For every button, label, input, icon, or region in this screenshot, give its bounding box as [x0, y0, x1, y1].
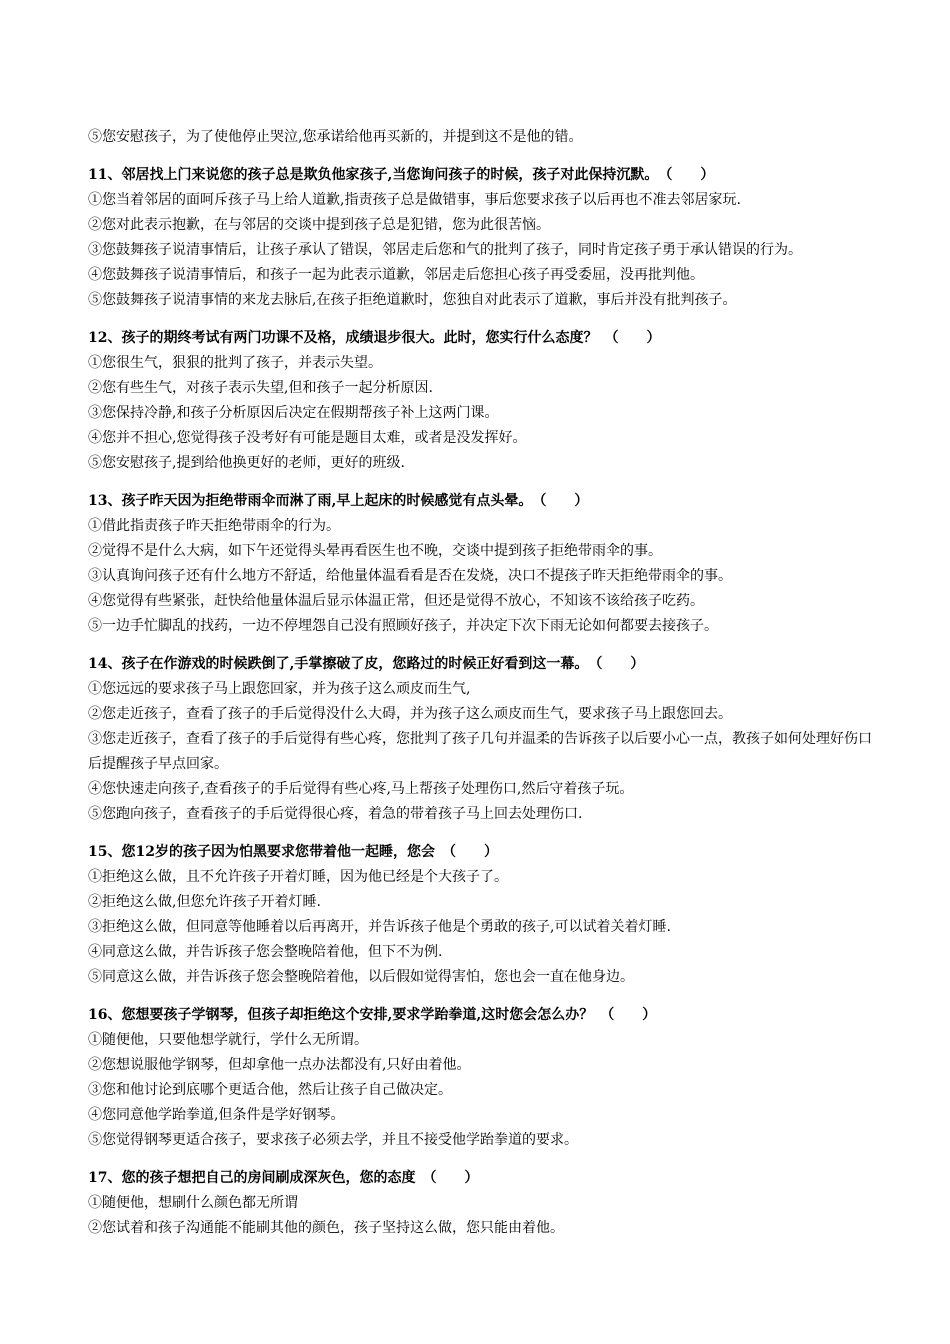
option: ①拒绝这么做，且不允许孩子开着灯睡，因为他已经是个大孩子了。	[88, 869, 508, 885]
option: ②您想说服他学钢琴，但却拿他一点办法都没有,只好由着他。	[88, 1057, 471, 1073]
option: ②拒绝这么做,但您允许孩子开着灯睡.	[88, 894, 321, 910]
option: ⑤您安慰孩子,提到给他换更好的老师，更好的班级.	[88, 455, 405, 471]
option: ③您鼓舞孩子说清事情后，让孩子承认了错误，邻居走后您和气的批判了孩子，同时肯定孩子勇于承认错误的行为。	[88, 242, 802, 258]
previous-question-option-5: ⑤您安慰孩子，为了使他停止哭泣,您承诺给他再买新的，并提到这不是他的错。	[88, 129, 583, 145]
question-title: 13、孩子昨天因为拒绝带雨伞而淋了雨,早上起床的时候感觉有点头晕。 （ ）	[88, 493, 589, 509]
question-17	[88, 1166, 880, 1241]
option: ④您觉得有些紧张，赶快给他量体温后显示体温正常，但还是觉得不放心，不知该不该给孩子吃药。	[88, 593, 704, 609]
option: ②您走近孩子，查看了孩子的手后觉得没什么大碍，并为孩子这么顽皮而生气，要求孩子马上跟您回去。	[88, 706, 732, 722]
question-16	[88, 1003, 880, 1153]
questionnaire	[88, 125, 880, 1241]
option: ③您走近孩子，查看了孩子的手后觉得有些心疼，您批判了孩子几句并温柔的告诉孩子以后要小心一点，教孩子如何处理好伤口后提醒孩子早点回家。	[88, 731, 872, 772]
question-title: 11、邻居找上门来说您的孩子总是欺负他家孩子,当您询问孩子的时候，孩子对此保持沉默。 （ ）	[88, 167, 715, 183]
question-11	[88, 163, 880, 313]
question-title: 15、您12岁的孩子因为怕黑要求您带着他一起睡，您会 （ ）	[88, 844, 498, 860]
option: ①随便他，只要他想学就行，学什么无所谓。	[88, 1032, 368, 1048]
option: ②您有些生气，对孩子表示失望,但和孩子一起分析原因.	[88, 380, 433, 396]
option: ①您当着邻居的面呵斥孩子马上给人道歉,指责孩子总是做错事，事后您要求孩子以后再也不准去邻居家玩.	[88, 192, 741, 208]
option: ③拒绝这么做，但同意等他睡着以后再离开，并告诉孩子他是个勇敢的孩子,可以试着关着灯睡.	[88, 919, 671, 935]
option: ④您同意他学跆拳道,但条件是学好钢琴。	[88, 1107, 345, 1123]
option: ①借此指责孩子昨天拒绝带雨伞的行为。	[88, 518, 340, 534]
question-13	[88, 489, 880, 639]
question-title: 16、您想要孩子学钢琴，但孩子却拒绝这个安排,要求学跆拳道,这时您会怎么办？ （ ）	[88, 1007, 657, 1023]
option: ③您和他讨论到底哪个更适合他，然后让孩子自己做决定。	[88, 1082, 452, 1098]
question-title: 14、孩子在作游戏的时候跌倒了,手掌擦破了皮，您路过的时候正好看到这一幕。 （ ）	[88, 656, 645, 672]
option: ⑤您觉得钢琴更适合孩子，要求孩子必须去学，并且不接受他学跆拳道的要求。	[88, 1132, 578, 1148]
option: ④您快速走向孩子,查看孩子的手后觉得有些心疼,马上帮孩子处理伤口,然后守着孩子玩。	[88, 781, 634, 797]
option: ④您并不担心,您觉得孩子没考好有可能是题目太难，或者是没发挥好。	[88, 430, 527, 446]
option: ②您试着和孩子沟通能不能刷其他的颜色，孩子坚持这么做，您只能由着他。	[88, 1220, 564, 1236]
option: ①您很生气，狠狠的批判了孩子，并表示失望。	[88, 355, 382, 371]
question-title: 12、孩子的期终考试有两门功课不及格，成绩退步很大。此时，您实行什么态度？ （ ）	[88, 330, 661, 346]
option: ④同意这么做，并告诉孩子您会整晚陪着他，但下不为例.	[88, 944, 443, 960]
option: ①您远远的要求孩子马上跟您回家，并为孩子这么顽皮而生气,	[88, 681, 471, 697]
question-12	[88, 326, 880, 476]
option: ⑤同意这么做，并告诉孩子您会整晚陪着他，以后假如觉得害怕，您也会一直在他身边。	[88, 969, 634, 985]
question-15	[88, 840, 880, 990]
option: ⑤一边手忙脚乱的找药，一边不停埋怨自己没有照顾好孩子，并决定下次下雨无论如何都要去接孩子。	[88, 618, 718, 634]
option: ④您鼓舞孩子说清事情后，和孩子一起为此表示道歉，邻居走后您担心孩子再受委屈，没再批判他。	[88, 267, 704, 283]
question-14	[88, 652, 880, 827]
option: ⑤您跑向孩子，查看孩子的手后觉得很心疼，着急的带着孩子马上回去处理伤口.	[88, 806, 583, 822]
option: ③您保持冷静,和孩子分析原因后决定在假期帮孩子补上这两门课。	[88, 405, 499, 421]
question-title: 17、您的孩子想把自己的房间刷成深灰色，您的态度 （ ）	[88, 1170, 479, 1186]
option: ②觉得不是什么大病，如下午还觉得头晕再看医生也不晚，交谈中提到孩子拒绝带雨伞的事。	[88, 543, 662, 559]
option: ①随便他，想刷什么颜色都无所谓	[88, 1195, 298, 1211]
option: ②您对此表示抱歉，在与邻居的交谈中提到孩子总是犯错，您为此很苦恼。	[88, 217, 550, 233]
option: ③认真询问孩子还有什么地方不舒适，给他量体温看看是否在发烧，决口不提孩子昨天拒绝带雨伞的事。	[88, 568, 732, 584]
option: ⑤您鼓舞孩子说清事情的来龙去脉后,在孩子拒绝道歉时，您独自对此表示了道歉，事后并没有批判孩子。	[88, 292, 737, 308]
